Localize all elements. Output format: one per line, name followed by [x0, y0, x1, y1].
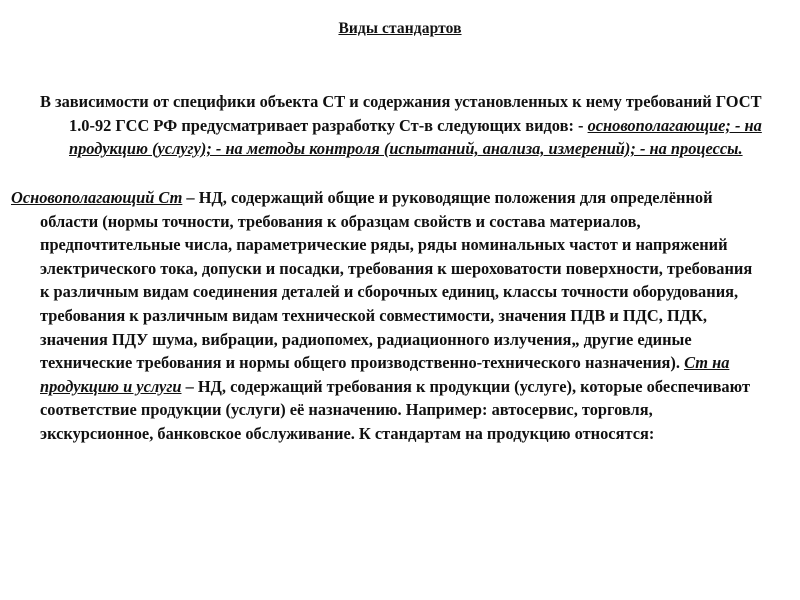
intro-paragraph [40, 90, 765, 161]
intro-text: В зависимости от специфики объекта СТ и содержания установленных к нему требований ГОСТ 1.0-92 ГСС РФ предусматривает разработку Ст-в следующих видов: - [40, 92, 762, 135]
term-base-standard: Основополагающий Ст [11, 188, 183, 207]
page-title: Виды стандартов [338, 20, 462, 37]
product-standard-definition: – НД, содержащий требования к продукции (услуге), которые обеспечивают соответствие продукции (услуги) её назначению. Например: автосервис, торговля, экскурсионное, банковское обслуживание. К стандартам на продукцию относятся: [40, 376, 750, 443]
term-product-standard: Ст на продукцию и услуги [40, 353, 730, 396]
standard-types-list: основополагающие; - на продукцию (услугу); - на методы контроля (испытаний, анализа, измерений); - на процессы. [69, 115, 762, 159]
definition-paragraph [11, 186, 765, 446]
base-standard-definition: – НД, содержащий общие и руководящие положения для определённой области (нормы точности, требования к образцам свойств и состава материалов, предпочтительные числа, параметрические ряды, ряды номинальных частот и напряжений электрического тока, допуски и посадки, требования к шероховатости поверхности, требования к различным видам соединения деталей и сборочных единиц, классы точности оборудования, требования к различным видам технической совместимости, значения ПДВ и ПДС, ПДК, значения ПДУ шума, вибрации, радиопомех, радиационного излучения„ другие единые технические требования и нормы общего производственно-технического назначения). [40, 188, 753, 373]
